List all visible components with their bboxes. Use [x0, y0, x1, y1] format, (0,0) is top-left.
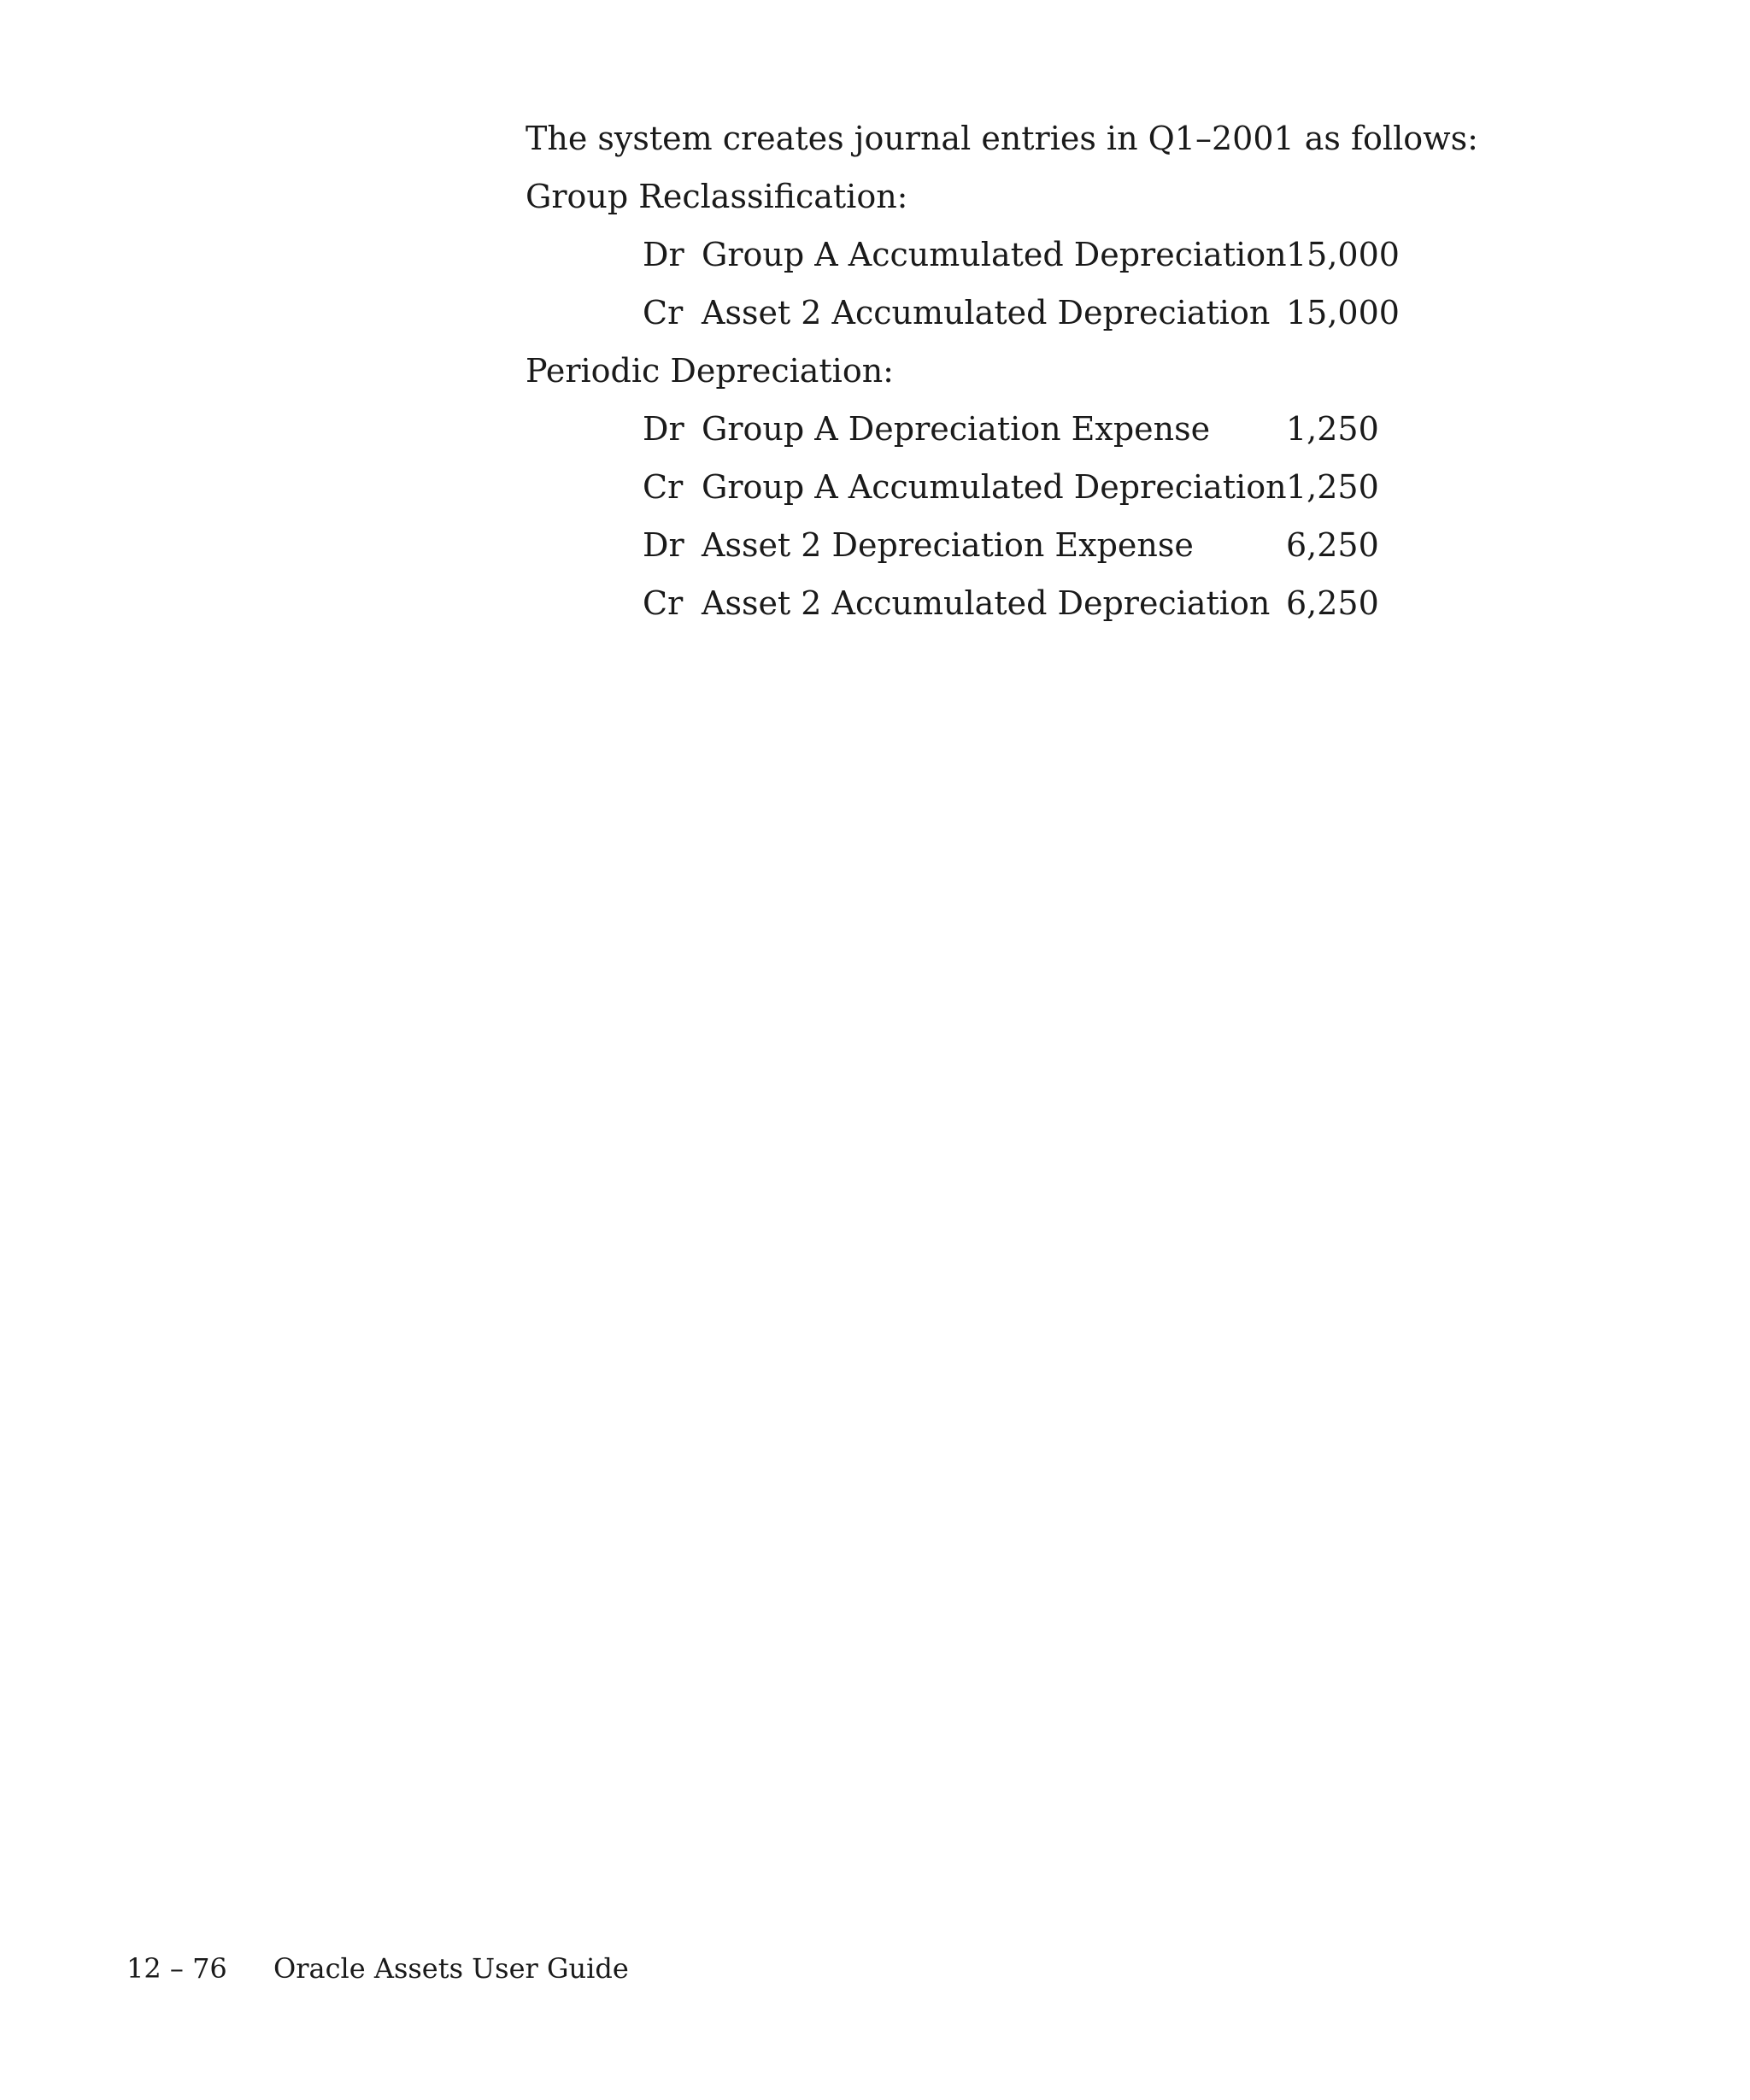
document-body — [526, 109, 1551, 632]
page-number: 12 – 76 — [126, 1952, 227, 1985]
journal-entry — [526, 516, 1551, 574]
entry-amount: 15,000 — [1286, 236, 1400, 273]
entry-account: Asset 2 Depreciation Expense — [702, 526, 1194, 564]
entry-type: Cr — [643, 294, 684, 331]
entry-amount: 1,250 — [1286, 410, 1379, 448]
entry-type: Dr — [643, 526, 684, 564]
book-title: Oracle Assets User Guide — [273, 1952, 629, 1985]
section-heading: Group Reclassification: — [526, 178, 908, 215]
entry-type: Cr — [643, 468, 684, 506]
intro-paragraph: The system creates journal entries in Q1–2001 as follows: — [526, 120, 1478, 157]
entry-type: Dr — [643, 236, 684, 273]
journal-entry — [526, 458, 1551, 516]
entry-amount: 1,250 — [1286, 468, 1379, 506]
entry-type: Cr — [643, 584, 684, 622]
entry-account: Asset 2 Accumulated Depreciation — [702, 584, 1271, 622]
entry-account: Asset 2 Accumulated Depreciation — [702, 294, 1271, 331]
entry-account: Group A Depreciation Expense — [702, 410, 1211, 448]
section-heading: Periodic Depreciation: — [526, 352, 894, 390]
entry-account: Group A Accumulated Depreciation — [702, 236, 1287, 273]
journal-entry — [526, 400, 1551, 458]
journal-entry — [526, 284, 1551, 342]
entry-amount: 6,250 — [1286, 526, 1379, 564]
journal-entry — [526, 226, 1551, 284]
entry-amount: 6,250 — [1286, 584, 1379, 622]
page-footer — [126, 1950, 629, 1987]
section-group-reclassification — [526, 167, 1551, 342]
entry-amount: 15,000 — [1286, 294, 1400, 331]
entry-account: Group A Accumulated Depreciation — [702, 468, 1287, 506]
entry-type: Dr — [643, 410, 684, 448]
section-periodic-depreciation — [526, 342, 1551, 632]
journal-entry — [526, 574, 1551, 632]
